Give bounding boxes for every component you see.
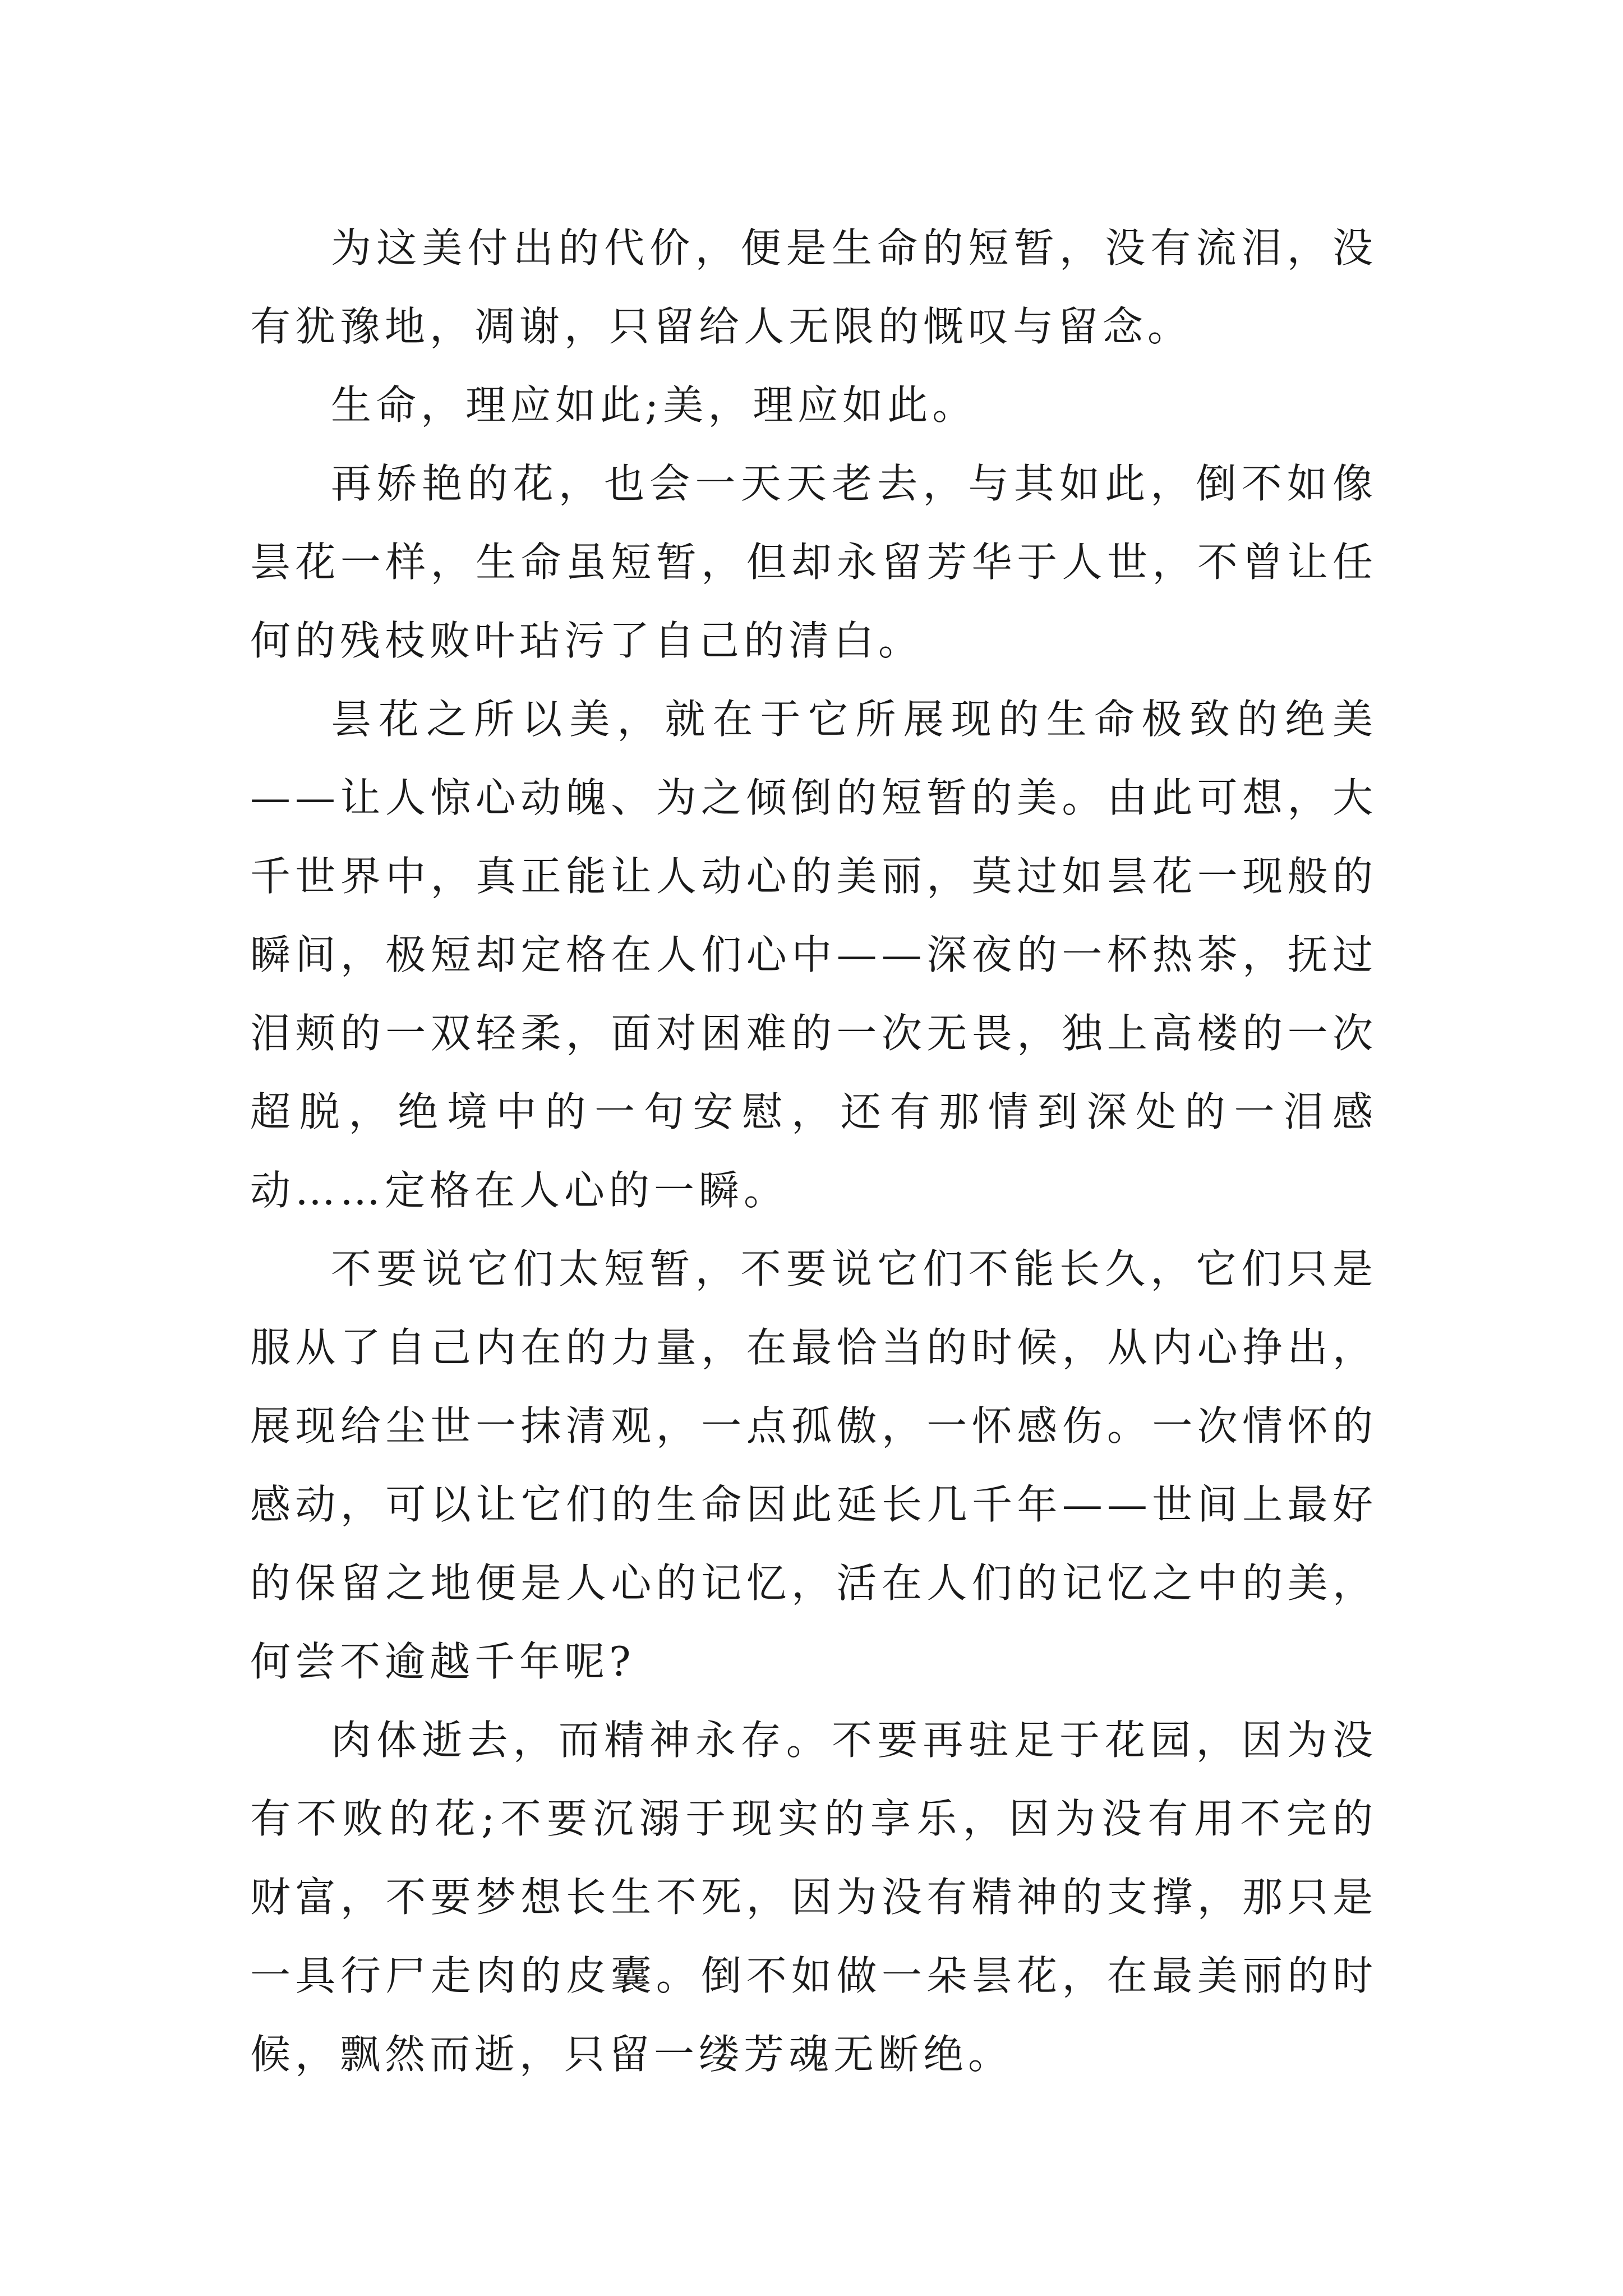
paragraph: 肉体逝去，而精神永存。不要再驻足于花园，因为没有不败的花;不要沉溺于现实的享乐，因为没有用不完的财富，不要梦想长生不死，因为没有精神的支撑，那只是一具行尸走肉的皮囊。倒不如做一朵昙花，在最美丽的时候，飘然而逝，只留一缕芳魂无断绝。 [250, 1717, 1377, 2078]
paragraph: 生命，理应如此;美，理应如此。 [331, 381, 978, 429]
paragraph: 为这美付出的代价，便是生命的短暂，没有流泪，没有犹豫地，凋谢，只留给人无限的慨叹与留念。 [250, 224, 1377, 350]
document-body [250, 209, 1377, 2093]
paragraph: 再娇艳的花，也会一天天老去，与其如此，倒不如像昙花一样，生命虽短暂，但却永留芳华于人世，不曾让任何的残枝败叶玷污了自己的清白。 [250, 460, 1377, 664]
paragraph: 不要说它们太短暂，不要说它们不能长久，它们只是服从了自己内在的力量，在最恰当的时候，从内心挣出，展现给尘世一抹清观，一点孤傲，一怀感伤。一次情怀的感动，可以让它们的生命因此延长几千年——世间上最好的保留之地便是人心的记忆，活在人们的记忆之中的美，何尝不逾越千年呢? [250, 1245, 1377, 1685]
paragraph: 昙花之所以美，就在于它所展现的生命极致的绝美——让人惊心动魄、为之倾倒的短暂的美。由此可想，大千世界中，真正能让人动心的美丽，莫过如昙花一现般的瞬间，极短却定格在人们心中——深夜的一杯热茶，抚过泪颊的一双轻柔，面对困难的一次无畏，独上高楼的一次超脱，绝境中的一句安慰，还有那情到深处的一泪感动……定格在人心的一瞬。 [250, 696, 1377, 1214]
